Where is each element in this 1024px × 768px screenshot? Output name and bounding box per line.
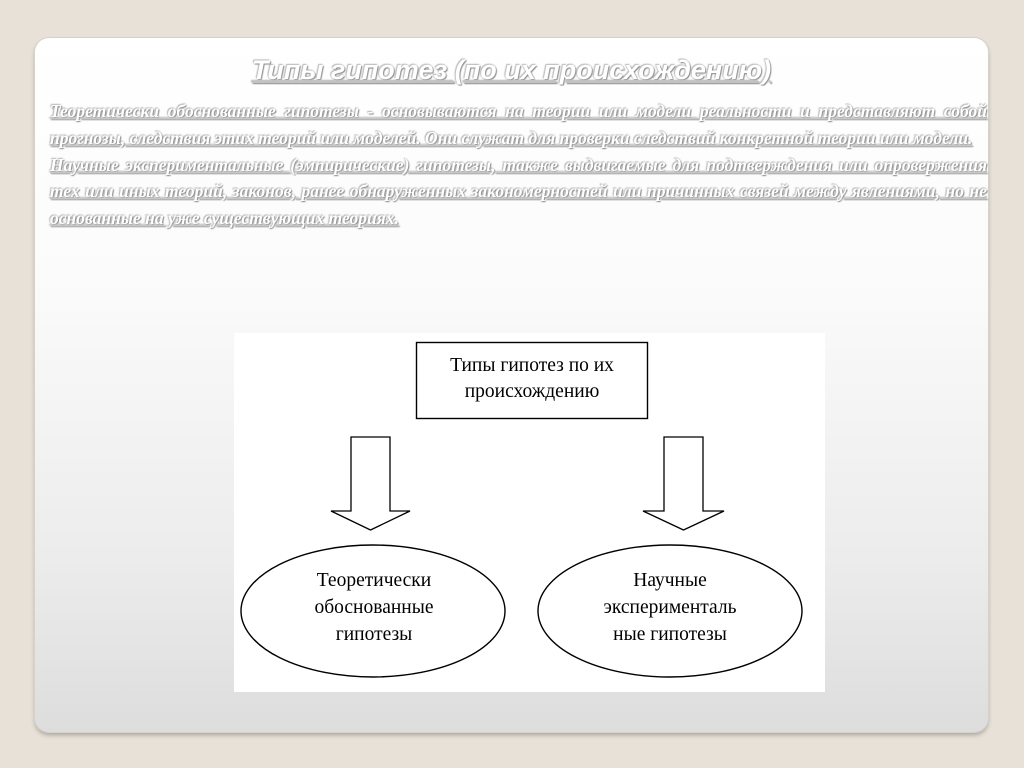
slide bbox=[35, 38, 988, 732]
right-arrow bbox=[643, 437, 724, 530]
left-label-line-2: обоснованные bbox=[314, 597, 434, 618]
right-label-line-1: Научные bbox=[633, 570, 707, 591]
slide-title: Типы гипотез (по их происхождению) bbox=[251, 55, 772, 85]
right-label-line-3: ные гипотезы bbox=[613, 624, 727, 645]
left-arrow bbox=[331, 437, 410, 530]
right-label-line-2: эксперименталь bbox=[603, 597, 737, 618]
slide-body bbox=[50, 98, 987, 232]
paragraph-experimental: Научные экспериментальные (эмпирические) гипотезы, также выдвигаемые для подтверждения или опровержения тех или иных теорий, законов, ранее обнаруженных закономерностей или причинных связей между явлениями, но не основанные на уже существующих теориях. bbox=[50, 154, 987, 229]
hypothesis-types-diagram bbox=[234, 333, 825, 692]
paragraph-theoretical: Теоретически обоснованные гипотезы - основываются на теории или модели реальности и представляют собой прогнозы, следствия этих теорий или моделей. Они служат для проверки следствий конкретной теории или модели. bbox=[50, 101, 987, 148]
root-label-line-2: происхождению bbox=[464, 381, 600, 402]
root-label-line-1: Типы гипотез по их bbox=[450, 355, 614, 376]
left-label-line-1: Теоретически bbox=[316, 570, 432, 591]
left-label-line-3: гипотезы bbox=[335, 624, 413, 645]
